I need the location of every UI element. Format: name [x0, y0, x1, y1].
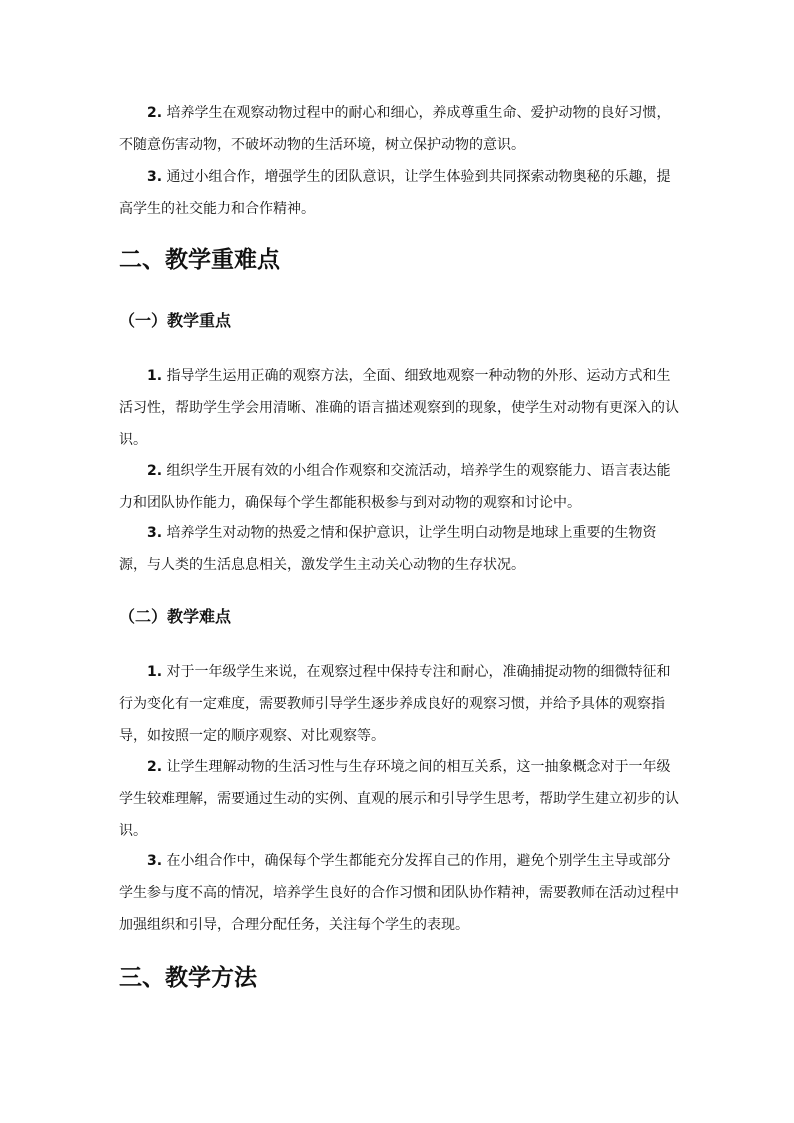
intro-item-3 — [119, 161, 679, 225]
key-point-item-3 — [119, 517, 679, 581]
item-number: 2. — [147, 105, 163, 121]
item-text: 组织学生开展有效的小组合作观察和交流活动，培养学生的观察能力、语言表达能力和团队协作能力，确保每个学生都能积极参与到对动物的观察和讨论中。 — [119, 463, 671, 511]
item-text: 让学生理解动物的生活习性与生存环境之间的相互关系，这一抽象概念对于一年级学生较难理解，需要通过生动的实例、直观的展示和引导学生思考，帮助学生建立初步的认识。 — [119, 759, 679, 839]
item-text: 通过小组合作，增强学生的团队意识，让学生体验到共同探索动物奥秘的乐趣，提高学生的社交能力和合作精神。 — [119, 169, 671, 217]
subsection-heading-difficulties: （二）教学难点 — [119, 607, 232, 626]
subsection-heading-key-points: （一）教学重点 — [119, 311, 232, 330]
difficulty-item-3 — [119, 845, 679, 941]
item-number: 3. — [147, 853, 163, 869]
item-text: 培养学生在观察动物过程中的耐心和细心，养成尊重生命、爱护动物的良好习惯，不随意伤害动物，不破坏动物的生活环境，树立保护动物的意识。 — [119, 105, 671, 153]
item-number: 3. — [147, 525, 163, 541]
key-point-item-2 — [119, 455, 679, 519]
item-text: 对于一年级学生来说，在观察过程中保持专注和耐心，准确捕捉动物的细微特征和行为变化有一定难度，需要教师引导学生逐步养成良好的观察习惯，并给予具体的观察指导，如按照一定的顺序观察、对比观察等。 — [119, 664, 671, 744]
item-text: 在小组合作中，确保每个学生都能充分发挥自己的作用，避免个别学生主导或部分学生参与度不高的情况，培养学生良好的合作习惯和团队协作精神，需要教师在活动过程中加强组织和引导，合理分配任务，关注每个学生的表现。 — [119, 853, 679, 933]
section-heading-3: 三、教学方法 — [119, 965, 257, 991]
difficulty-item-2 — [119, 751, 679, 847]
key-point-item-1 — [119, 360, 679, 456]
difficulty-item-1 — [119, 656, 679, 752]
item-text: 培养学生对动物的热爱之情和保护意识，让学生明白动物是地球上重要的生物资源，与人类的生活息息相关，激发学生主动关心动物的生存状况。 — [119, 525, 657, 573]
section-heading-2: 二、教学重难点 — [119, 247, 280, 273]
item-text: 指导学生运用正确的观察方法，全面、细致地观察一种动物的外形、运动方式和生活习性，帮助学生学会用清晰、准确的语言描述观察到的现象，使学生对动物有更深入的认识。 — [119, 368, 679, 448]
item-number: 2. — [147, 463, 163, 479]
item-number: 1. — [147, 368, 163, 384]
item-number: 1. — [147, 664, 163, 680]
intro-item-2 — [119, 97, 679, 161]
item-number: 3. — [147, 169, 163, 185]
item-number: 2. — [147, 759, 163, 775]
